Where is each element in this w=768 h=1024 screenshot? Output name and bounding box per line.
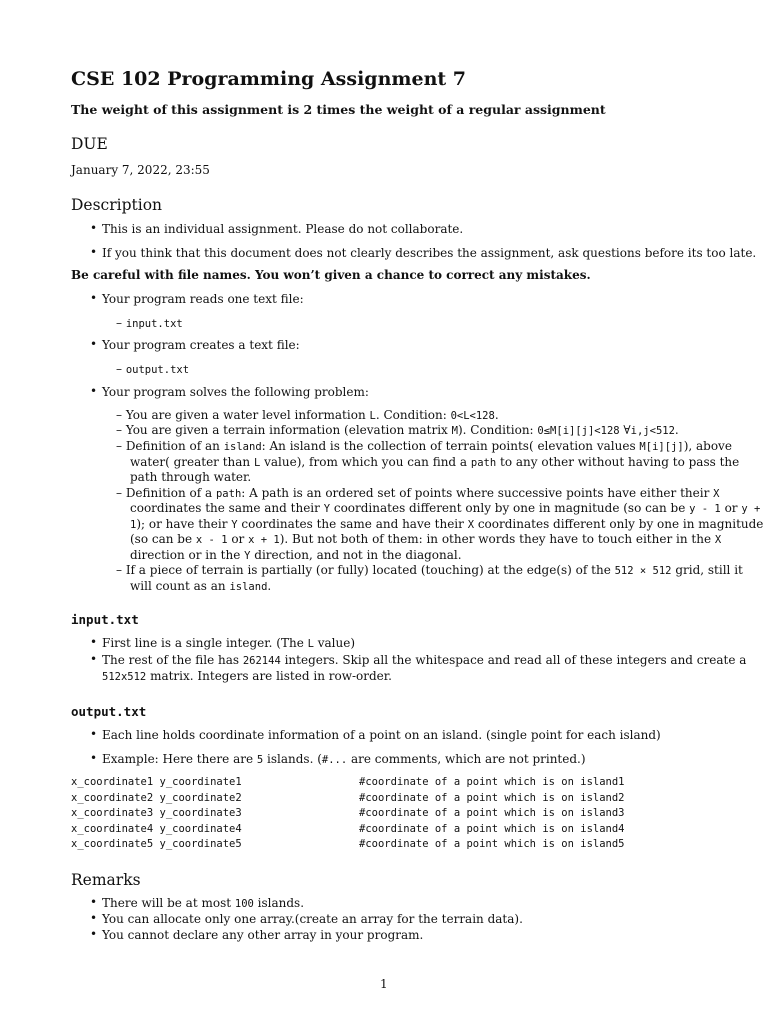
inline-code: y - 1 bbox=[689, 503, 721, 515]
bullet-glyph: • bbox=[90, 635, 98, 649]
due-date: January 7, 2022, 23:55 bbox=[71, 163, 210, 177]
output-bullet: Each line holds coordinate information of a point on an island. (single point for each island) bbox=[102, 728, 661, 742]
example-coordinates: x_coordinate4 y_coordinate4 bbox=[71, 822, 242, 835]
inline-code: path bbox=[470, 457, 497, 469]
problem-line: will count as an island. bbox=[130, 579, 272, 593]
bullet-glyph: • bbox=[90, 291, 98, 305]
inline-code: L bbox=[369, 410, 376, 422]
inline-code: x + 1 bbox=[248, 534, 280, 546]
bullet-glyph: • bbox=[90, 927, 98, 941]
problem-line: – Definition of a path: A path is an ordered set of points where successive points have either their X bbox=[116, 486, 720, 500]
creates-file-item: – output.txt bbox=[116, 362, 190, 376]
inline-code: X bbox=[714, 534, 722, 546]
bullet-glyph: • bbox=[90, 895, 98, 909]
input-filename: input.txt bbox=[125, 318, 183, 330]
bullet-glyph: • bbox=[90, 727, 98, 741]
page-title: CSE 102 Programming Assignment 7 bbox=[71, 68, 467, 90]
output-filename: output.txt bbox=[125, 364, 190, 376]
input-section-heading: input.txt bbox=[71, 612, 139, 627]
inline-code: X bbox=[467, 519, 475, 531]
bullet-glyph: • bbox=[90, 337, 98, 351]
weight-note: The weight of this assignment is 2 times the weight of a regular assignment bbox=[71, 102, 606, 117]
description-bullet-1: This is an individual assignment. Please do not collaborate. bbox=[102, 222, 464, 236]
bullet-glyph: • bbox=[90, 911, 98, 925]
problem-line: water( greater than L value), from which you can find a path to any other without having to pass the bbox=[130, 455, 740, 469]
bullet-glyph: • bbox=[90, 221, 98, 235]
output-section-heading: output.txt bbox=[71, 704, 147, 719]
inline-code: 262144 bbox=[242, 655, 281, 667]
problem-line: – Definition of an island: An island is the collection of terrain points( elevation values M[i][j]), above bbox=[116, 439, 732, 453]
remark-item: There will be at most 100 islands. bbox=[102, 896, 305, 910]
inline-code: M bbox=[451, 425, 458, 437]
inline-code: i,j<512 bbox=[630, 425, 675, 437]
inline-code: 5 bbox=[256, 754, 264, 766]
inline-code: y + bbox=[741, 503, 761, 515]
inline-code: 0≤M[i][j]<128 bbox=[537, 425, 620, 437]
description-heading: Description bbox=[71, 196, 163, 214]
inline-code: Y bbox=[244, 550, 251, 562]
inline-code: 0<L<128 bbox=[450, 410, 495, 422]
inline-code: island bbox=[229, 581, 268, 593]
problem-line: – If a piece of terrain is partially (or fully) located (touching) at the edge(s) of the 512 × 512 grid, still it bbox=[116, 563, 743, 577]
problem-line: – You are given a water level information L. Condition: 0<L<128. bbox=[116, 408, 499, 422]
input-bullet-continuation: 512x512 matrix. Integers are listed in row-order. bbox=[102, 669, 392, 683]
inline-code: L bbox=[253, 457, 261, 469]
problem-line: – You are given a terrain information (elevation matrix M). Condition: 0≤M[i][j]<128 ∀i,j<512. bbox=[116, 423, 679, 437]
problem-line: coordinates the same and their Y coordinates different only by one in magnitude (so can be y - 1 or y + bbox=[130, 501, 761, 515]
example-comment: #coordinate of a point which is on island3 bbox=[359, 807, 625, 819]
inline-code: Y bbox=[323, 503, 331, 515]
inline-code: X bbox=[713, 488, 720, 500]
page-number: 1 bbox=[380, 977, 388, 991]
input-bullet: First line is a single integer. (The L value) bbox=[102, 636, 356, 650]
remark-item: You cannot declare any other array in your program. bbox=[102, 928, 424, 942]
creates-file-label: Your program creates a text file: bbox=[102, 338, 300, 352]
problem-line: path through water. bbox=[130, 470, 252, 484]
inline-code: M[i][j] bbox=[639, 441, 684, 453]
problem-line: (so can be x - 1 or x + 1). But not both of them: in other words they have to touch either in the X bbox=[130, 532, 722, 546]
bullet-glyph: • bbox=[90, 652, 98, 666]
inline-code: 512x512 bbox=[102, 671, 147, 683]
problem-line: 1); or have their Y coordinates the same and have their X coordinates different only by one in magnitude bbox=[130, 517, 764, 531]
reads-file-item: – input.txt bbox=[116, 316, 183, 330]
inline-code: island bbox=[223, 441, 262, 453]
description-bullet-2: If you think that this document does not clearly describes the assignment, ask questions before its too late. bbox=[102, 246, 757, 260]
inline-code: path bbox=[215, 488, 242, 500]
reads-file-label: Your program reads one text file: bbox=[102, 292, 304, 306]
remarks-heading: Remarks bbox=[71, 871, 141, 889]
solves-problem-label: Your program solves the following problem: bbox=[102, 385, 369, 399]
bullet-glyph: • bbox=[90, 245, 98, 259]
inline-code: L bbox=[307, 638, 314, 650]
due-heading: DUE bbox=[71, 135, 108, 153]
example-coordinates: x_coordinate2 y_coordinate2 bbox=[71, 791, 242, 804]
input-bullet: The rest of the file has 262144 integers. Skip all the whitespace and read all of these integers and create a bbox=[102, 653, 747, 667]
bullet-glyph: • bbox=[90, 751, 98, 765]
example-coordinates: x_coordinate5 y_coordinate5 bbox=[71, 838, 242, 850]
example-coordinates: x_coordinate1 y_coordinate1 bbox=[71, 776, 242, 788]
inline-code: x - 1 bbox=[195, 534, 228, 546]
inline-code: Y bbox=[231, 519, 238, 531]
bullet-glyph: • bbox=[90, 384, 98, 398]
example-comment: #coordinate of a point which is on island1 bbox=[359, 776, 625, 788]
example-coordinates: x_coordinate3 y_coordinate3 bbox=[71, 807, 242, 819]
example-comment: #coordinate of a point which is on island4 bbox=[359, 822, 625, 835]
inline-code: 100 bbox=[234, 898, 254, 910]
example-comment: #coordinate of a point which is on island5 bbox=[359, 838, 625, 850]
remark-item: You can allocate only one array.(create an array for the terrain data). bbox=[102, 912, 523, 926]
inline-code: 512 × 512 bbox=[614, 565, 672, 577]
inline-code: #... bbox=[321, 754, 348, 766]
output-bullet: Example: Here there are 5 islands. (#... are comments, which are not printed.) bbox=[102, 752, 586, 766]
problem-line: direction or in the Y direction, and not in the diagonal. bbox=[130, 548, 462, 562]
example-comment: #coordinate of a point which is on island2 bbox=[359, 791, 625, 804]
inline-code: 1 bbox=[130, 519, 137, 531]
file-name-warning: Be careful with file names. You won’t given a chance to correct any mistakes. bbox=[71, 268, 591, 282]
